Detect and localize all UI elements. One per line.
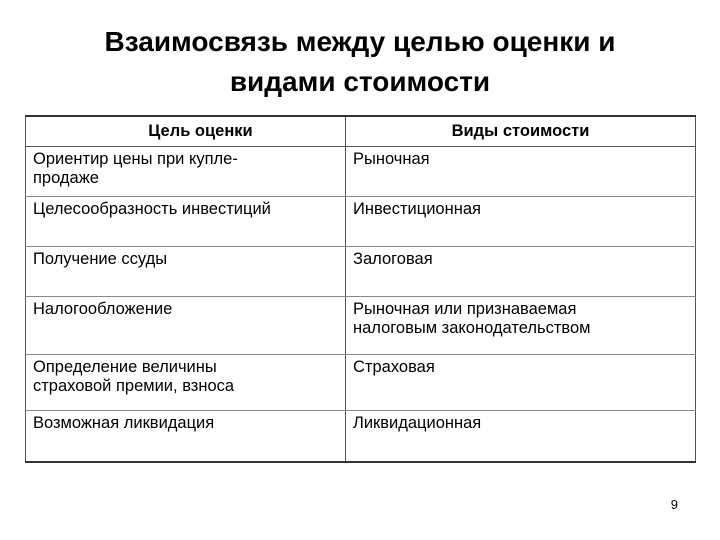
goal-cell: Целесообразность инвестиций	[26, 196, 346, 246]
header-assessment-goal: Цель оценки	[26, 116, 346, 146]
table-row	[26, 296, 696, 354]
value-type-cell: Ликвидационная	[346, 410, 696, 462]
goal-cell: Возможная ликвидация	[26, 410, 346, 462]
goal-cell: Определение величины страховой премии, взноса	[26, 354, 346, 410]
slide-title-line-1: Взаимосвязь между целью оценки и	[104, 26, 616, 57]
value-type-cell: Инвестиционная	[346, 196, 696, 246]
table-header-row	[26, 116, 696, 146]
goal-cell: Ориентир цены при купле- продаже	[26, 146, 346, 196]
slide-title	[40, 22, 680, 102]
header-value-types: Виды стоимости	[346, 116, 696, 146]
slide-title-line-2: видами стоимости	[229, 66, 491, 97]
table-row	[26, 196, 696, 246]
table-row	[26, 246, 696, 296]
value-type-cell: Рыночная или признаваемая налоговым законодательством	[346, 296, 696, 354]
value-type-cell: Рыночная	[346, 146, 696, 196]
value-type-cell: Залоговая	[346, 246, 696, 296]
table-row	[26, 410, 696, 462]
goal-value-table	[25, 115, 696, 463]
table-row	[26, 146, 696, 196]
goal-cell: Получение ссуды	[26, 246, 346, 296]
page-number: 9	[670, 497, 678, 512]
table-row	[26, 354, 696, 410]
value-type-cell: Страховая	[346, 354, 696, 410]
goal-cell: Налогообложение	[26, 296, 346, 354]
